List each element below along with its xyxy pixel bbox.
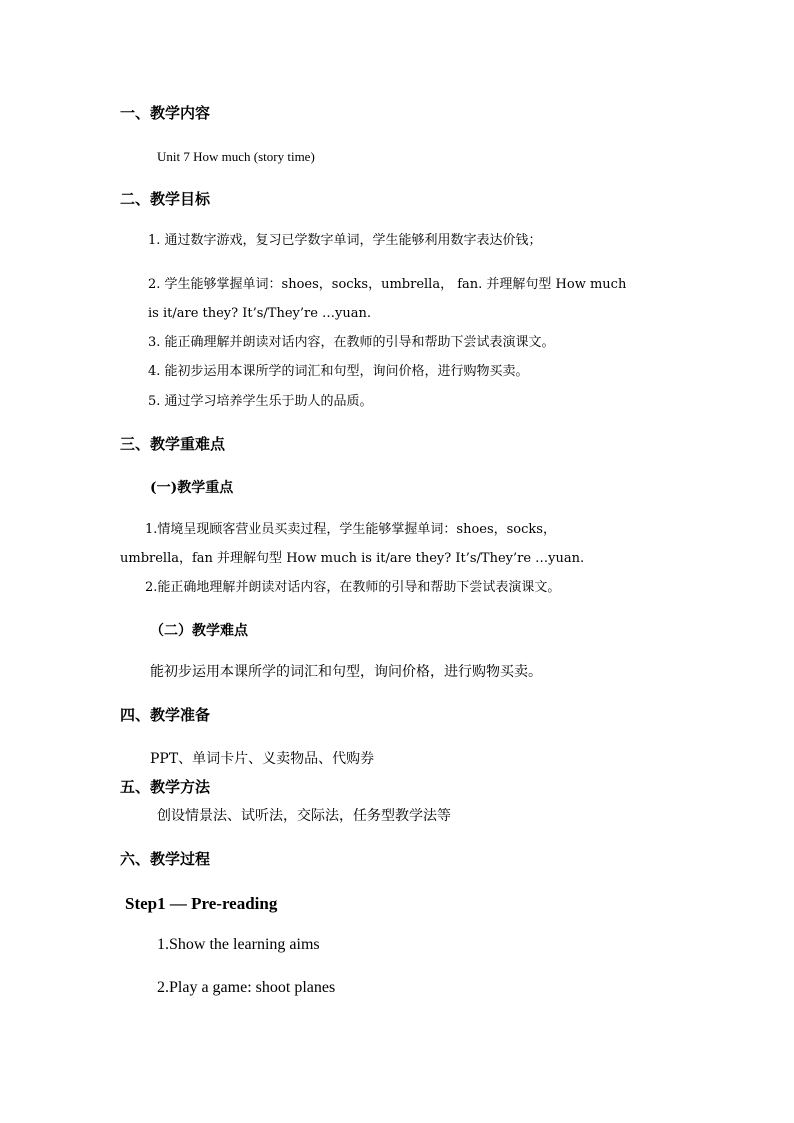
subheading-difficulty: （二）教学难点 [150,623,248,639]
step1-item-1: 1.Show the learning aims [157,936,320,953]
section-heading-objectives: 二、教学目标 [120,190,211,208]
step1-title: Step1 — Pre-reading [125,894,278,913]
difficulty-body: 能初步运用本课所学的词汇和句型，询问价格，进行购物买卖。 [150,664,542,680]
methods-body: 创设情景法、试听法，交际法，任务型教学法等 [157,808,451,824]
focus-line-1: 1.情境呈现顾客营业员买卖过程，学生能够掌握单词：shoes，socks， [145,522,556,537]
section-heading-content: 一、教学内容 [120,104,211,122]
objective-item-1: 1. 通过数字游戏，复习已学数字单词，学生能够利用数字表达价钱； [148,233,542,248]
step1-item-2: 2.Play a game: shoot planes [157,979,336,996]
objective-item-4: 4. 能初步运用本课所学的词汇和句型，询问价格，进行购物买卖。 [148,364,529,379]
subheading-focus: (一)教学重点 [150,480,234,496]
objective-item-2-cont: is it/are they? It’s/They’re …yuan. [148,306,372,321]
focus-line-2: umbrella，fan 并理解句型 How much is it/are they? It’s/They’re …yuan. [120,551,585,566]
section-heading-process: 六、教学过程 [120,850,211,868]
objective-item-3: 3. 能正确理解并朗读对话内容，在教师的引导和帮助下尝试表演课文。 [148,335,555,350]
objective-item-2: 2. 学生能够掌握单词：shoes，socks，umbrella， fan. 并理解句型 How much [148,277,627,292]
section-heading-methods: 五、教学方法 [120,778,211,796]
preparation-body: PPT、单词卡片、义卖物品、代购券 [150,751,375,767]
objective-item-5: 5. 通过学习培养学生乐于助人的品质。 [148,394,373,409]
section-heading-key-points: 三、教学重难点 [120,435,226,453]
section-heading-preparation: 四、教学准备 [120,706,211,724]
content-body: Unit 7 How much (story time) [157,149,315,164]
focus-line-3: 2.能正确地理解并朗读对话内容，在教师的引导和帮助下尝试表演课文。 [145,580,561,595]
